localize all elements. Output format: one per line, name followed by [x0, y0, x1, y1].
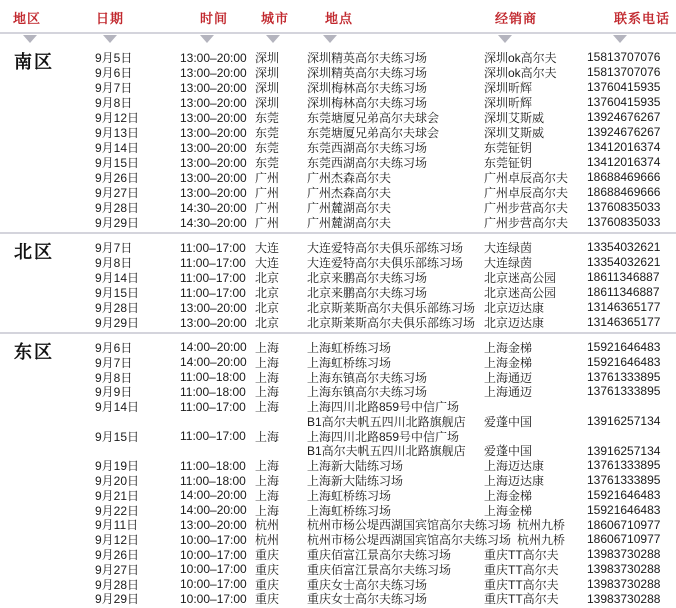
- date-cell: 9月7日: [95, 81, 133, 95]
- table-row: [0, 473, 676, 488]
- phone-cell: 18688469666: [587, 170, 661, 184]
- city-cell: 深圳: [255, 81, 280, 95]
- dealer-cell: 大连绿茵: [484, 256, 533, 270]
- city-cell: 深圳: [255, 96, 280, 110]
- location-cell: 北京来鹏高尔夫练习场: [307, 271, 428, 285]
- date-cell: 9月8日: [95, 370, 133, 385]
- location-cell: 重庆女士高尔夫练习场: [307, 592, 428, 607]
- location-cell: 东莞西湖高尔夫练习场: [307, 141, 428, 155]
- dealer-cell: 上海迈达康: [484, 474, 545, 489]
- phone-cell: 13146365177: [587, 315, 661, 329]
- location-cell: 深圳精英高尔夫练习场: [307, 51, 428, 65]
- city-cell: 上海: [255, 474, 280, 489]
- phone-cell: 15921646483: [587, 340, 661, 354]
- phone-cell: 13924676267: [587, 110, 661, 124]
- date-cell: 9月11日: [95, 518, 139, 533]
- time-cell: 11:00–17:00: [180, 285, 246, 300]
- date-cell: 9月5日: [95, 51, 133, 65]
- phone-cell: 13983730288: [587, 591, 661, 606]
- table-row: [0, 200, 676, 215]
- table-row: [0, 488, 676, 503]
- dealer-cell: 上海通迈: [484, 370, 533, 385]
- location-cell: 上海新大陆练习场: [307, 474, 404, 489]
- table-row: [0, 125, 676, 140]
- table-row: [0, 215, 676, 230]
- location-cell: 上海四川北路859号中信广场: [307, 429, 460, 444]
- phone-cell: 13924676267: [587, 125, 661, 139]
- date-cell: 9月14日: [95, 400, 140, 415]
- time-cell: 13:00–20:00: [180, 140, 247, 155]
- location-cell: 上海四川北路859号中信广场: [307, 400, 460, 415]
- table-row: [0, 315, 676, 330]
- triangle-down-icon: [266, 35, 280, 43]
- time-cell: 13:00–20:00: [180, 80, 247, 95]
- triangle-down-icon: [200, 35, 214, 43]
- region-label: 北区: [14, 242, 54, 262]
- header-location: 地点: [325, 11, 354, 26]
- dealer-cell: 东莞钲钥: [484, 141, 533, 155]
- date-cell: 9月7日: [95, 355, 133, 370]
- phone-cell: 13760835033: [587, 215, 661, 229]
- time-cell: 10:00–17:00: [180, 547, 247, 562]
- location-cell: 重庆女士高尔夫练习场: [307, 577, 428, 592]
- dealer-cell: 东莞钲钥: [484, 156, 533, 170]
- time-cell: 14:30–20:00: [180, 215, 247, 230]
- table-row: [0, 170, 676, 185]
- header-divider-line: [0, 32, 676, 34]
- location-cell: 深圳精英高尔夫练习场: [307, 66, 428, 80]
- time-cell: 11:00–18:00: [180, 473, 246, 488]
- table-row: [0, 503, 676, 518]
- phone-cell: 15921646483: [587, 502, 661, 517]
- phone-cell: 13412016374: [587, 155, 661, 169]
- dealer-cell: 爱蓬中国: [484, 414, 533, 429]
- dealer-cell: 上海金梯: [484, 355, 533, 370]
- location-cell: 深圳梅林高尔夫练习场: [307, 96, 428, 110]
- phone-cell: 13354032621: [587, 255, 661, 269]
- dealer-cell: 重庆TT高尔夫: [484, 592, 559, 607]
- city-cell: 上海: [255, 400, 280, 415]
- city-cell: 大连: [255, 256, 280, 270]
- time-cell: 11:00–18:00: [180, 384, 246, 399]
- city-cell: 上海: [255, 340, 280, 355]
- date-cell: 9月9日: [95, 385, 133, 400]
- date-cell: 9月28日: [95, 201, 140, 215]
- dealer-cell: 广州步营高尔夫: [484, 201, 569, 215]
- table-row: [0, 110, 676, 125]
- dealer-cell: 深圳ok高尔夫: [484, 51, 557, 65]
- table-row: [0, 300, 676, 315]
- location-cell: 杭州市杨公堤西湖国宾馆高尔夫练习场: [307, 518, 512, 533]
- phone-cell: 13146365177: [587, 300, 661, 314]
- table-row: [0, 240, 676, 255]
- region-section: [0, 334, 676, 606]
- phone-cell: 18606710977: [587, 517, 661, 532]
- time-cell: 11:00–18:00: [180, 458, 246, 473]
- phone-cell: 13760415935: [587, 95, 661, 109]
- header-time: 时间: [200, 11, 229, 26]
- date-cell: 9月6日: [95, 66, 133, 80]
- phone-cell: 18606710977: [587, 532, 661, 547]
- city-cell: 重庆: [255, 592, 280, 607]
- time-cell: 10:00–17:00: [180, 562, 247, 577]
- location-cell: 东莞塘厦兄弟高尔夫球会: [307, 126, 440, 140]
- city-cell: 重庆: [255, 548, 280, 563]
- location-cell: 杭州市杨公堤西湖国宾馆高尔夫练习场: [307, 533, 512, 548]
- table-row: [0, 370, 676, 385]
- phone-cell: 13761333895: [587, 369, 661, 384]
- date-cell: 9月26日: [95, 548, 140, 563]
- dealer-cell: 广州卓辰高尔夫: [484, 171, 569, 185]
- date-cell: 9月29日: [95, 216, 140, 230]
- dealer-cell: 广州卓辰高尔夫: [484, 186, 569, 200]
- location-cell: 东莞西湖高尔夫练习场: [307, 156, 428, 170]
- city-cell: 上海: [255, 503, 280, 518]
- table-body: [0, 44, 676, 606]
- table-row: [0, 444, 676, 459]
- location-cell: 上海虹桥练习场: [307, 340, 392, 355]
- dealer-cell: 北京迈达康: [484, 316, 545, 330]
- phone-cell: 13916257134: [587, 443, 661, 458]
- city-cell: 重庆: [255, 562, 280, 577]
- location-cell: 上海虹桥练习场: [307, 355, 392, 370]
- city-cell: 广州: [255, 171, 280, 185]
- date-cell: 9月8日: [95, 256, 133, 270]
- city-cell: 上海: [255, 488, 280, 503]
- location-cell: 北京斯莱斯高尔夫俱乐部练习场: [307, 301, 476, 315]
- location-cell: 重庆佰富江景高尔夫练习场: [307, 562, 452, 577]
- phone-cell: 15813707076: [587, 65, 661, 79]
- location-cell: B1高尔夫帆五四川北路旗舰店: [307, 414, 466, 429]
- dealer-cell: 深圳艾斯威: [484, 111, 545, 125]
- time-cell: 14:30–20:00: [180, 200, 247, 215]
- city-cell: 上海: [255, 385, 280, 400]
- city-cell: 深圳: [255, 51, 280, 65]
- date-cell: 9月28日: [95, 301, 140, 315]
- table-header: [0, 0, 676, 44]
- time-cell: 13:00–20:00: [180, 517, 247, 532]
- dealer-cell: 深圳昕辉: [484, 96, 533, 110]
- triangle-down-icon: [613, 35, 627, 43]
- date-cell: 9月29日: [95, 592, 140, 607]
- date-cell: 9月22日: [95, 503, 140, 518]
- table-row: [0, 458, 676, 473]
- phone-cell: 15813707076: [587, 50, 661, 64]
- location-cell: 上海虹桥练习场: [307, 488, 392, 503]
- table-row: [0, 577, 676, 592]
- location-cell: 上海东镇高尔夫练习场: [307, 385, 428, 400]
- table-row: [0, 532, 676, 547]
- phone-cell: 13761333895: [587, 473, 661, 488]
- city-cell: 大连: [255, 241, 280, 255]
- location-cell: 北京来鹏高尔夫练习场: [307, 286, 428, 300]
- phone-cell: 13983730288: [587, 547, 661, 562]
- dealer-cell: 上海通迈: [484, 385, 533, 400]
- dealer-cell: 北京迷高公园: [484, 271, 557, 285]
- time-cell: 13:00–20:00: [180, 170, 247, 185]
- time-cell: 14:00–20:00: [180, 355, 247, 370]
- date-cell: 9月12日: [95, 533, 140, 548]
- location-cell: 大连爱特高尔夫俱乐部练习场: [307, 256, 464, 270]
- phone-cell: 13412016374: [587, 140, 661, 154]
- region-section: [0, 234, 676, 330]
- table-row: [0, 592, 676, 607]
- header-region: 地区: [13, 11, 42, 26]
- city-cell: 重庆: [255, 577, 280, 592]
- location-cell: 北京斯莱斯高尔夫俱乐部练习场: [307, 316, 476, 330]
- city-cell: 广州: [255, 216, 280, 230]
- date-cell: 9月19日: [95, 459, 140, 474]
- table-row: [0, 65, 676, 80]
- location-cell: 上海东镇高尔夫练习场: [307, 370, 428, 385]
- date-cell: 9月27日: [95, 186, 140, 200]
- header-date: 日期: [96, 11, 125, 26]
- table-row: [0, 562, 676, 577]
- time-cell: 13:00–20:00: [180, 110, 247, 125]
- table-row: [0, 429, 676, 444]
- date-cell: 9月21日: [95, 488, 140, 503]
- phone-cell: 18611346887: [587, 270, 660, 284]
- table-row: [0, 80, 676, 95]
- dealer-cell: 上海金梯: [484, 488, 533, 503]
- dealer-cell: 杭州九桥: [517, 533, 566, 548]
- city-cell: 深圳: [255, 66, 280, 80]
- phone-cell: 13916257134: [587, 413, 661, 428]
- city-cell: 杭州: [255, 518, 280, 533]
- time-cell: 13:00–20:00: [180, 65, 247, 80]
- date-cell: 9月6日: [95, 340, 133, 355]
- date-cell: 9月20日: [95, 474, 140, 489]
- time-cell: 13:00–20:00: [180, 185, 247, 200]
- triangle-down-icon: [103, 35, 117, 43]
- header-phone: 联系电话: [614, 11, 671, 26]
- dealer-cell: 北京迈达康: [484, 301, 545, 315]
- location-cell: 广州麓湖高尔夫: [307, 201, 392, 215]
- table-row: [0, 185, 676, 200]
- time-cell: 14:00–20:00: [180, 488, 247, 503]
- time-cell: 13:00–20:00: [180, 155, 247, 170]
- dealer-cell: 广州步营高尔夫: [484, 216, 569, 230]
- phone-cell: 13983730288: [587, 561, 661, 576]
- city-cell: 东莞: [255, 141, 280, 155]
- dealer-cell: 上海金梯: [484, 340, 533, 355]
- table-row: [0, 518, 676, 533]
- date-cell: 9月15日: [95, 156, 140, 170]
- table-row: [0, 355, 676, 370]
- region-section: [0, 44, 676, 230]
- table-row: [0, 255, 676, 270]
- time-cell: 13:00–20:00: [180, 300, 247, 315]
- time-cell: 11:00–17:00: [180, 255, 246, 270]
- date-cell: 9月8日: [95, 96, 133, 110]
- dealer-cell: 上海迈达康: [484, 459, 545, 474]
- table-row: [0, 340, 676, 355]
- table-row: [0, 95, 676, 110]
- city-cell: 北京: [255, 316, 280, 330]
- time-cell: 13:00–20:00: [180, 95, 247, 110]
- city-cell: 北京: [255, 271, 280, 285]
- location-cell: 东莞塘厦兄弟高尔夫球会: [307, 111, 440, 125]
- dealer-cell: 深圳昕辉: [484, 81, 533, 95]
- time-cell: 13:00–20:00: [180, 125, 247, 140]
- table-row: [0, 50, 676, 65]
- city-cell: 北京: [255, 301, 280, 315]
- city-cell: 东莞: [255, 126, 280, 140]
- time-cell: 11:00–18:00: [180, 369, 246, 384]
- date-cell: 9月15日: [95, 429, 140, 444]
- table-row: [0, 285, 676, 300]
- time-cell: 14:00–20:00: [180, 503, 247, 518]
- phone-cell: 13760835033: [587, 200, 661, 214]
- location-cell: 大连爱特高尔夫俱乐部练习场: [307, 241, 464, 255]
- phone-cell: 13983730288: [587, 576, 661, 591]
- date-cell: 9月7日: [95, 241, 133, 255]
- triangle-down-icon: [23, 35, 37, 43]
- phone-cell: 13760415935: [587, 80, 661, 94]
- date-cell: 9月13日: [95, 126, 140, 140]
- time-cell: 10:00–17:00: [180, 532, 247, 547]
- dealer-cell: 深圳ok高尔夫: [484, 66, 557, 80]
- phone-cell: 13354032621: [587, 240, 661, 254]
- date-cell: 9月12日: [95, 111, 140, 125]
- location-cell: 广州杰森高尔夫: [307, 186, 392, 200]
- city-cell: 上海: [255, 459, 280, 474]
- triangle-down-icon: [323, 35, 337, 43]
- city-cell: 北京: [255, 286, 280, 300]
- city-cell: 杭州: [255, 533, 280, 548]
- city-cell: 上海: [255, 370, 280, 385]
- date-cell: 9月14日: [95, 141, 140, 155]
- dealer-cell: 深圳艾斯威: [484, 126, 545, 140]
- table-row: [0, 399, 676, 414]
- dealer-cell: 大连绿茵: [484, 241, 533, 255]
- location-cell: 深圳梅林高尔夫练习场: [307, 81, 428, 95]
- dealer-cell: 北京迷高公园: [484, 286, 557, 300]
- location-cell: 广州杰森高尔夫: [307, 171, 392, 185]
- header-dealer: 经销商: [495, 11, 538, 26]
- time-cell: 10:00–17:00: [180, 577, 247, 592]
- triangle-down-icon: [498, 35, 512, 43]
- table-row: [0, 140, 676, 155]
- table-row: [0, 414, 676, 429]
- time-cell: 11:00–17:00: [180, 429, 246, 444]
- time-cell: 11:00–17:00: [180, 399, 246, 414]
- dealer-cell: 重庆TT高尔夫: [484, 548, 559, 563]
- city-cell: 广州: [255, 186, 280, 200]
- phone-cell: 15921646483: [587, 354, 661, 369]
- phone-cell: 15921646483: [587, 487, 661, 502]
- date-cell: 9月28日: [95, 577, 140, 592]
- header-city: 城市: [261, 11, 290, 26]
- city-cell: 东莞: [255, 111, 280, 125]
- region-label: 东区: [14, 342, 54, 362]
- date-cell: 9月14日: [95, 271, 140, 285]
- date-cell: 9月26日: [95, 171, 140, 185]
- dealer-cell: 上海金梯: [484, 503, 533, 518]
- city-cell: 东莞: [255, 156, 280, 170]
- dealer-cell: 重庆TT高尔夫: [484, 577, 559, 592]
- city-cell: 上海: [255, 429, 280, 444]
- time-cell: 11:00–17:00: [180, 270, 246, 285]
- date-cell: 9月15日: [95, 286, 140, 300]
- phone-cell: 13761333895: [587, 458, 661, 473]
- time-cell: 14:00–20:00: [180, 340, 247, 355]
- table-row: [0, 384, 676, 399]
- city-cell: 上海: [255, 355, 280, 370]
- table-row: [0, 270, 676, 285]
- date-cell: 9月29日: [95, 316, 140, 330]
- phone-cell: 13761333895: [587, 384, 661, 399]
- time-cell: 13:00–20:00: [180, 315, 247, 330]
- time-cell: 11:00–17:00: [180, 240, 246, 255]
- location-cell: 上海虹桥练习场: [307, 503, 392, 518]
- location-cell: B1高尔夫帆五四川北路旗舰店: [307, 444, 466, 459]
- dealer-cell: 杭州九桥: [517, 518, 566, 533]
- date-cell: 9月27日: [95, 562, 140, 577]
- dealer-cell: 爱蓬中国: [484, 444, 533, 459]
- location-cell: 重庆佰富江景高尔夫练习场: [307, 548, 452, 563]
- location-cell: 广州麓湖高尔夫: [307, 216, 392, 230]
- time-cell: 13:00–20:00: [180, 50, 247, 65]
- location-cell: 上海新大陆练习场: [307, 459, 404, 474]
- table-row: [0, 547, 676, 562]
- city-cell: 广州: [255, 201, 280, 215]
- dealer-cell: 重庆TT高尔夫: [484, 562, 559, 577]
- phone-cell: 18611346887: [587, 285, 660, 299]
- time-cell: 10:00–17:00: [180, 591, 247, 606]
- phone-cell: 18688469666: [587, 185, 661, 199]
- region-label: 南区: [14, 52, 54, 72]
- table-row: [0, 155, 676, 170]
